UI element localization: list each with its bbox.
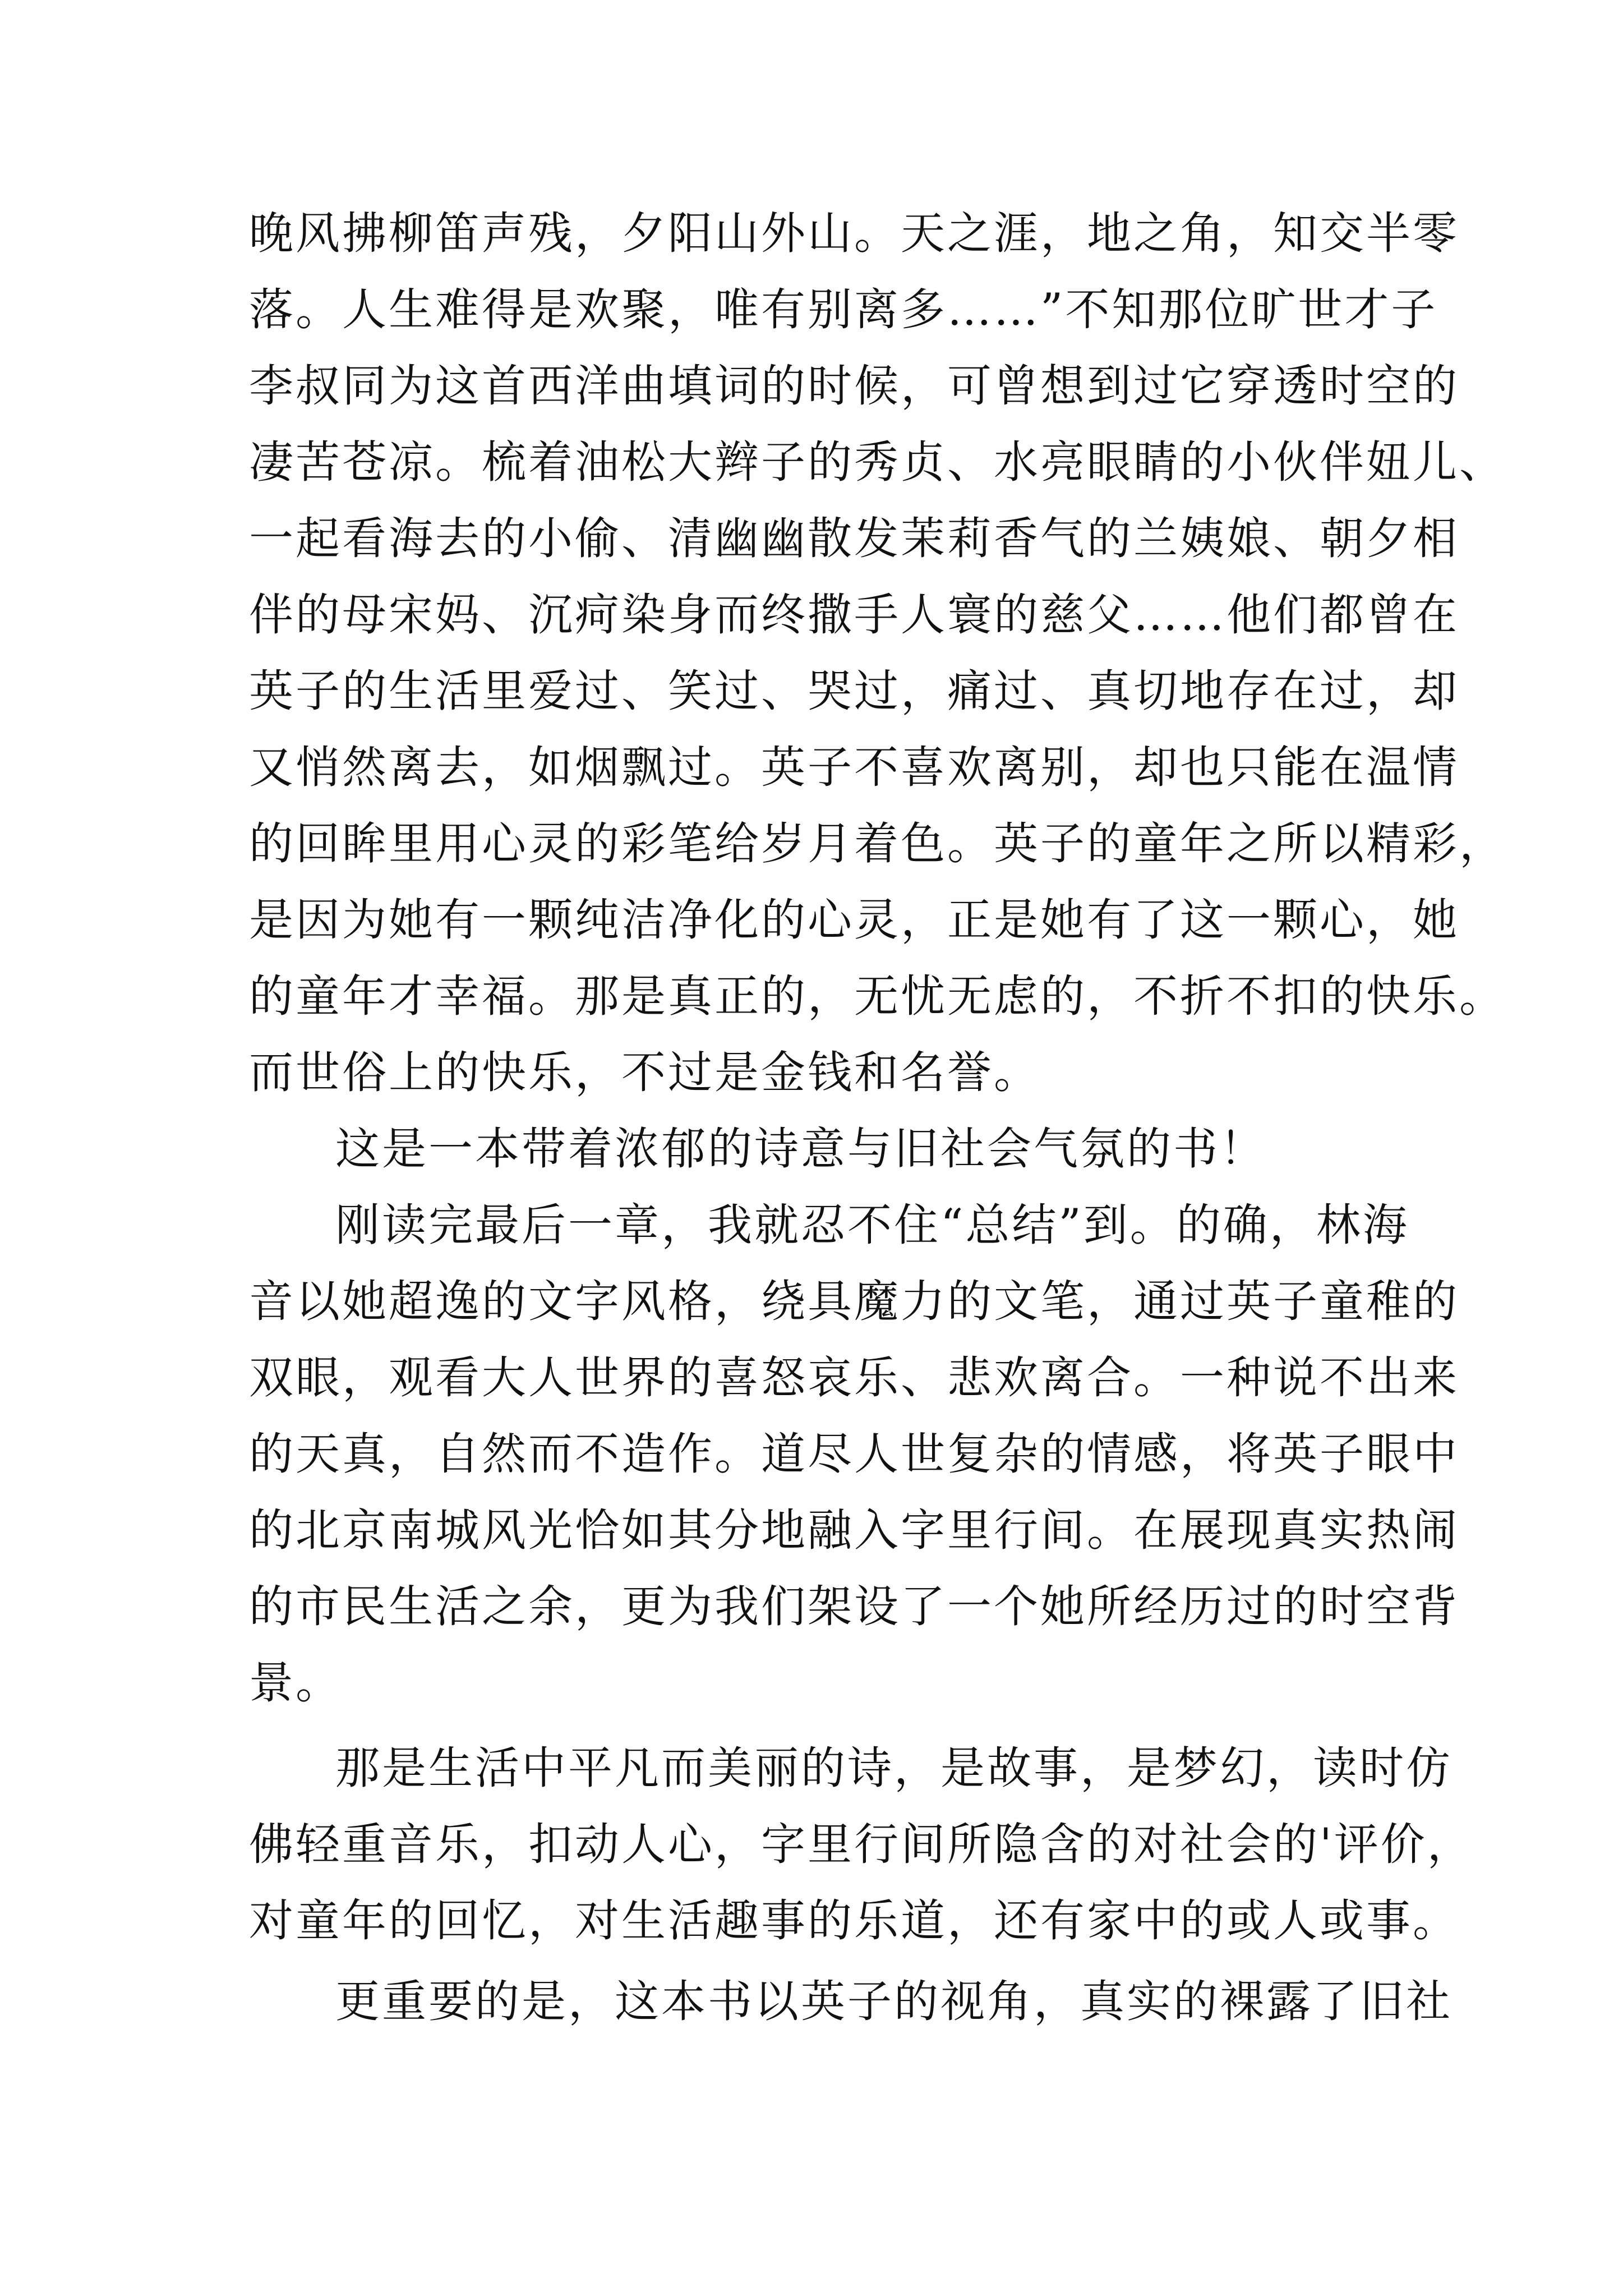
- text-line: 的回眸里用心灵的彩笔给岁月着色。英子的童年之所以精彩，: [249, 818, 1506, 869]
- text-line: 的童年才幸福。那是真正的，无忧无虑的，不折不扣的快乐。: [249, 970, 1506, 1022]
- paragraph-first-line: 那是生活中平凡而美丽的诗，是故事，是梦幻，读时仿: [335, 1742, 1453, 1794]
- text-line: 凄苦苍凉。梳着油松大辫子的秀贞、水亮眼睛的小伙伴妞儿、: [249, 436, 1506, 488]
- paragraph-first-line: 刚读完最后一章，我就忍不住“总结”到。的确，林海: [335, 1199, 1409, 1251]
- text-line: 音以她超逸的文字风格，绕具魔力的文笔，通过英子童稚的: [249, 1276, 1459, 1327]
- text-line: 的天真，自然而不造作。道尽人世复杂的情感，将英子眼中: [249, 1428, 1459, 1480]
- text-line: 晚风拂柳笛声残，夕阳山外山。天之涯，地之角，知交半零: [249, 208, 1459, 259]
- text-line: 的北京南城风光恰如其分地融入字里行间。在展现真实热闹: [249, 1504, 1459, 1556]
- text-line: 是因为她有一颗纯洁净化的心灵，正是她有了这一颗心，她: [249, 894, 1459, 946]
- text-line: 英子的生活里爱过、笑过、哭过，痛过、真切地存在过，却: [249, 665, 1459, 717]
- text-line: 李叔同为这首西洋曲填词的时候，可曾想到过它穿透时空的: [249, 360, 1459, 412]
- text-line: 伴的母宋妈、沉疴染身而终撒手人寰的慈父……他们都曾在: [249, 589, 1459, 641]
- text-line: 双眼，观看大人世界的喜怒哀乐、悲欢离合。一种说不出来: [249, 1352, 1459, 1404]
- text-line: 对童年的回忆，对生活趣事的乐道，还有家中的或人或事。: [249, 1895, 1459, 1947]
- text-line: 一起看海去的小偷、清幽幽散发茉莉香气的兰姨娘、朝夕相: [249, 513, 1459, 564]
- text-line: 落。人生难得是欢聚，唯有别离多……”不知那位旷世才子: [249, 284, 1438, 335]
- paragraph-first-line: 更重要的是，这本书以英子的视角，真实的裸露了旧社: [335, 1976, 1453, 2027]
- text-line: 佛轻重音乐，扣动人心，字里行间所隐含的对社会的'评价，: [249, 1819, 1474, 1870]
- paragraph-first-line: 这是一本带着浓郁的诗意与旧社会气氛的书！: [335, 1123, 1266, 1175]
- text-line: 景。: [249, 1657, 342, 1709]
- text-line: 又悄然离去，如烟飘过。英子不喜欢离别，却也只能在温情: [249, 742, 1459, 793]
- text-line: 的市民生活之余，更为我们架设了一个她所经历过的时空背: [249, 1581, 1459, 1632]
- text-line: 而世俗上的快乐，不过是金钱和名誉。: [249, 1047, 1040, 1098]
